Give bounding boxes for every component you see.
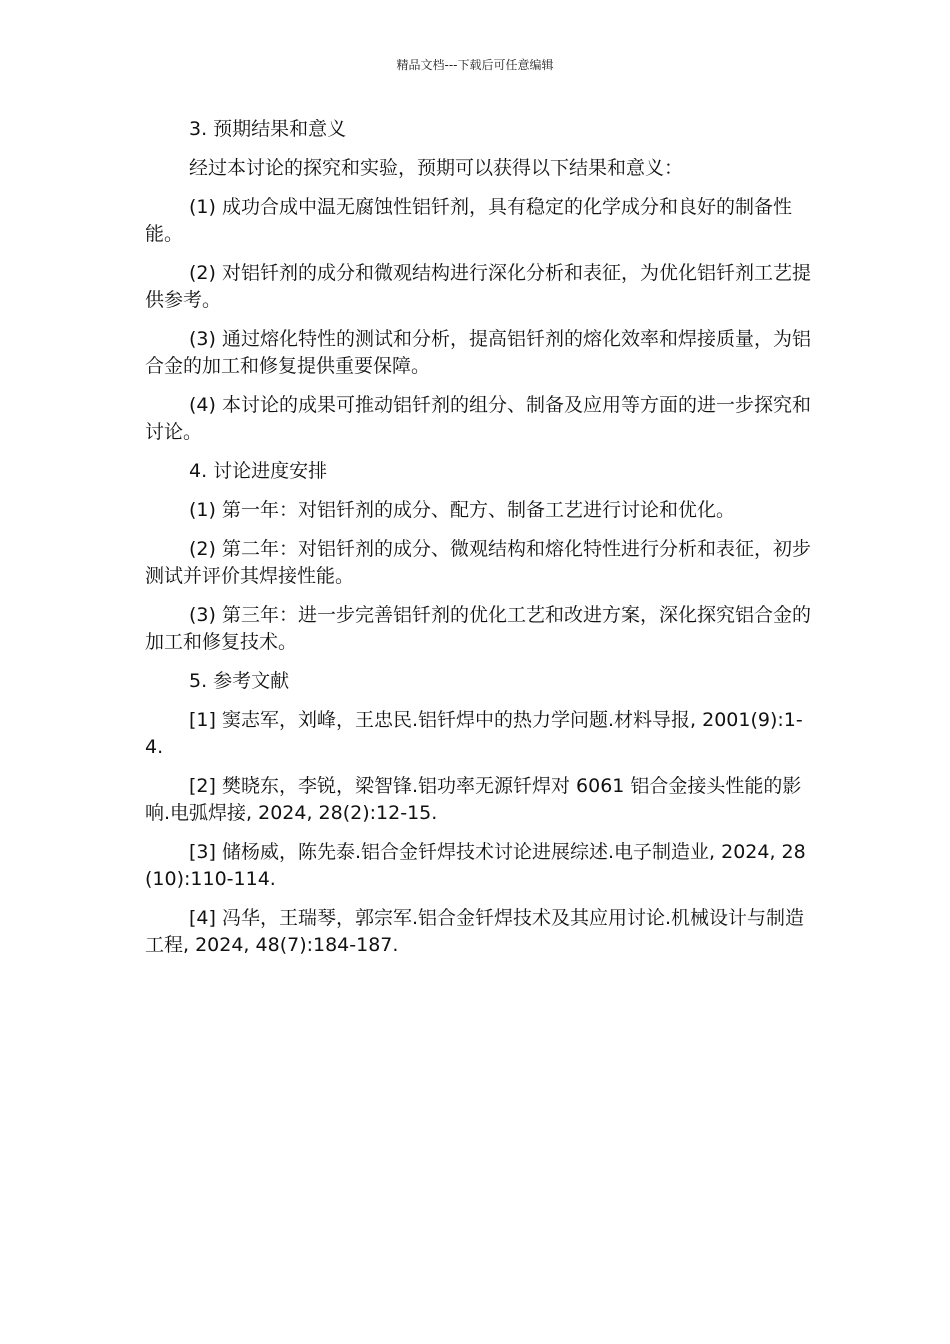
results-item: (1) 成功合成中温无腐蚀性铝钎剂，具有稳定的化学成分和良好的制备性能。 (145, 196, 792, 245)
schedule-item: (2) 第二年：对铝钎剂的成分、微观结构和熔化特性进行分析和表征，初步测试并评价其焊接性能。 (145, 538, 811, 587)
reference-item: [4] 冯华，王瑞琴，郭宗军.铝合金钎焊技术及其应用讨论.机械设计与制造工程, 2024, 48(7):184-187. (145, 907, 805, 956)
section-heading-schedule: 4. 讨论进度安排 (189, 460, 328, 482)
page-header: 精品文档---下载后可任意编辑 (396, 58, 554, 72)
reference-item: [1] 窦志军，刘峰，王忠民.铝钎焊中的热力学问题.材料导报, 2001(9):1-4. (145, 709, 803, 758)
schedule-item: (3) 第三年：进一步完善铝钎剂的优化工艺和改进方案，深化探究铝合金的加工和修复技术。 (145, 604, 811, 653)
section-heading-references: 5. 参考文献 (189, 670, 290, 692)
document-body (145, 116, 820, 971)
reference-item: [3] 储杨威，陈先泰.铝合金钎焊技术讨论进展综述.电子制造业, 2024, 28(10):110-114. (145, 841, 806, 890)
results-item: (3) 通过熔化特性的测试和分析，提高铝钎剂的熔化效率和焊接质量，为铝合金的加工和修复提供重要保障。 (145, 328, 811, 377)
results-item: (4) 本讨论的成果可推动铝钎剂的组分、制备及应用等方面的进一步探究和讨论。 (145, 394, 811, 443)
section-heading-results: 3. 预期结果和意义 (189, 118, 347, 140)
results-item: (2) 对铝钎剂的成分和微观结构进行深化分析和表征，为优化铝钎剂工艺提供参考。 (145, 262, 811, 311)
schedule-item: (1) 第一年：对铝钎剂的成分、配方、制备工艺进行讨论和优化。 (189, 499, 735, 521)
results-intro: 经过本讨论的探究和实验，预期可以获得以下结果和意义： (189, 157, 684, 179)
reference-item: [2] 樊晓东，李锐，梁智锋.铝功率无源钎焊对 6061 铝合金接头性能的影响.电弧焊接, 2024, 28(2):12-15. (145, 775, 802, 824)
